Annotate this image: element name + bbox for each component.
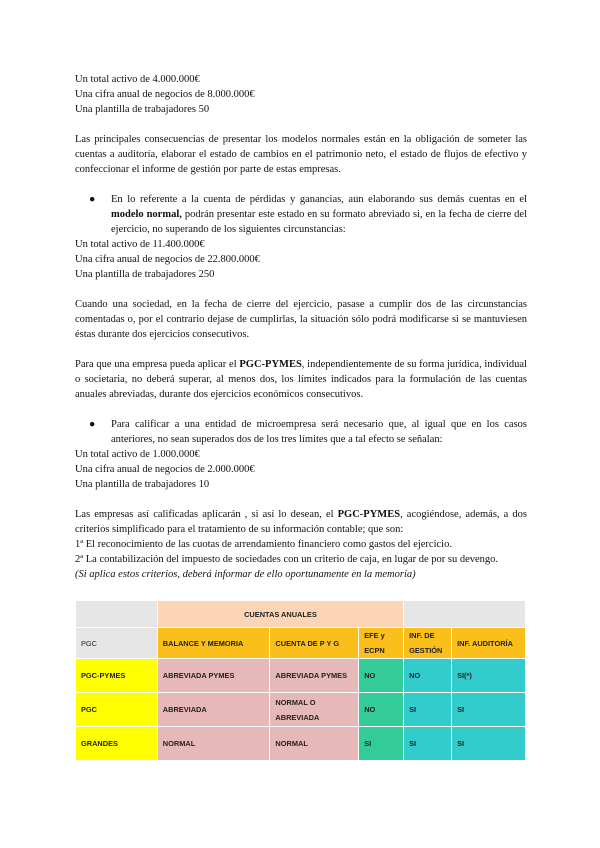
table-cell: SI [452, 693, 526, 727]
limit-line: Una plantilla de trabajadores 250 [75, 269, 215, 280]
italic-note: (Si aplica estos criterios, deberá informar de ello oportunamente en la memoria) [75, 569, 416, 580]
table-row [76, 727, 526, 761]
row-label: PGC-PYMES [76, 659, 158, 693]
paragraph-criteria: Las empresas así calificadas aplicarán , si así lo desean, el PGC-PYMES, acogiéndose, además, a dos criterios simplificado para el tratamiento de su información contable; que son: [75, 509, 527, 535]
group-header-cuentas-anuales: CUENTAS ANUALES [157, 601, 403, 628]
table-cell: NORMAL O ABREVIADA [270, 693, 359, 727]
limit-line: Una cifra anual de negocios de 22.800.000€ [75, 254, 260, 265]
document-body [75, 72, 527, 612]
paragraph-pgc-pymes: Para que una empresa pueda aplicar el PGC-PYMES, independientemente de su forma jurídica, individual o societaria, no deberá superar, al menos dos, los límites indicados para la formulación de las cuentas anuales abreviadas, durante dos ejercicios económicos consecutivos. [75, 359, 528, 400]
table-cell: SI [359, 727, 404, 761]
header-cell: CUENTA DE P Y G [270, 628, 359, 659]
criteria-section [75, 507, 527, 582]
row-label: GRANDES [76, 727, 158, 761]
limits-block-3 [75, 447, 527, 492]
header-cell: BALANCE Y MEMORIA [157, 628, 270, 659]
paragraph-change: Cuando una sociedad, en la fecha de cierre del ejercicio, pasase a cumplir dos de las circunstancias comentadas o, por el contrario dejase de cumplirlas, la situación sólo podrá modificarse si se mantuviesen éstas durante dos ejercicios consecutivos. [75, 299, 527, 340]
table-row [76, 693, 526, 727]
header-cell: PGC [76, 628, 158, 659]
criterion-2: 2ª La contabilización del impuesto de sociedades con un criterio de caja, en lugar de por su devengo. [75, 554, 499, 565]
table-cell: SI [404, 693, 452, 727]
table-group-header-row [76, 601, 526, 628]
limits-block-1 [75, 72, 527, 117]
bold-text: modelo normal, [111, 209, 182, 220]
row-label: PGC [76, 693, 158, 727]
bullet-item-microempresa: ● Para calificar a una entidad de microempresa será necesario que, al igual que en los casos anteriores, no sean superados dos de los tres límites que a tal efecto se señalan: [89, 419, 527, 445]
table-cell: NO [359, 659, 404, 693]
limit-line: Una plantilla de trabajadores 10 [75, 479, 210, 490]
bullet-icon: ● [89, 419, 96, 430]
header-cell: INF. DE GESTIÓN [404, 628, 452, 659]
summary-table [75, 600, 526, 761]
bullet-icon: ● [89, 194, 96, 205]
header-cell: INF. AUDITORÍA [452, 628, 526, 659]
table-row [76, 659, 526, 693]
table-cell: SI(*) [452, 659, 526, 693]
limit-line: Un total activo de 4.000.000€ [75, 74, 200, 85]
paragraph-consequences: Las principales consecuencias de presentar los modelos normales están en la obligación de someter las cuentas a auditoría, elaborar el estado de cambios en el patrimonio neto, el estado de flujos de efectivo y confeccionar el informe de gestión por parte de estas empresas. [75, 134, 527, 175]
table-cell: SI [404, 727, 452, 761]
limit-line: Un total activo de 1.000.000€ [75, 449, 200, 460]
limits-block-2 [75, 237, 527, 282]
bold-text: PGC-PYMES [337, 509, 401, 520]
table-cell: ABREVIADA [157, 693, 270, 727]
limit-line: Una cifra anual de negocios de 8.000.000€ [75, 89, 255, 100]
table-cell: NORMAL [157, 727, 270, 761]
limit-line: Una cifra anual de negocios de 2.000.000€ [75, 464, 255, 475]
table-cell: ABREVIADA PYMES [157, 659, 270, 693]
bullet-item-pyg: ● En lo referente a la cuenta de pérdidas y ganancias, aun elaborando sus demás cuentas en el modelo normal, podrán presentar este estado en su formato abreviado si, en la fecha de cierre del ejercicio, no superando de los siguientes circunstancias: [89, 194, 528, 235]
limit-line: Una plantilla de trabajadores 50 [75, 104, 210, 115]
table-cell: SI [452, 727, 526, 761]
header-cell: EFE y ECPN [359, 628, 404, 659]
table-cell: NO [404, 659, 452, 693]
table-cell: NO [359, 693, 404, 727]
bold-text: PGC-PYMES [239, 359, 302, 370]
table-header-row [76, 628, 526, 659]
table-cell: NORMAL [270, 727, 359, 761]
criterion-1: 1ª El reconocimiento de las cuotas de arrendamiento financiero como gastos del ejercicio. [75, 539, 452, 550]
table-cell: ABREVIADA PYMES [270, 659, 359, 693]
limit-line: Un total activo de 11.400.000€ [75, 239, 205, 250]
